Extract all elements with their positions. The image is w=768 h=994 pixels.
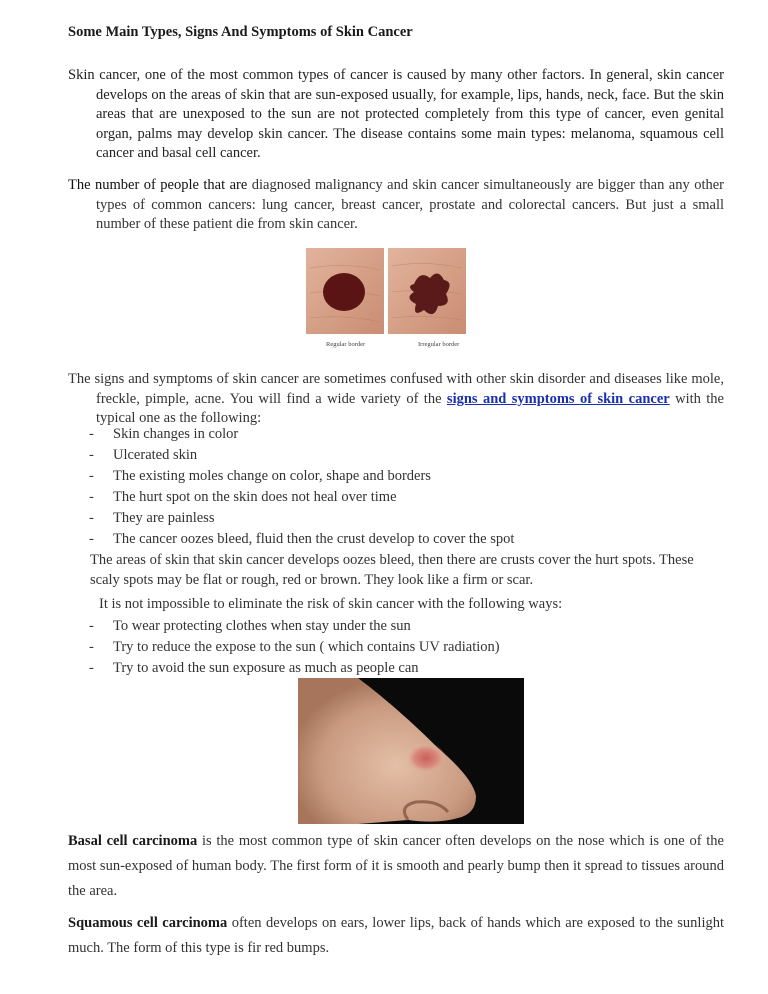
statistics-paragraph bbox=[68, 176, 724, 235]
statistics-lead: The number of people that are bbox=[68, 177, 248, 193]
signs-text-pre: The signs and symptoms of skin cancer are sometimes confused with other skin disorder and diseases like mole, freckle, pimple, acne. You will find a wide variety of the bbox=[68, 371, 724, 407]
symptoms-list bbox=[68, 424, 724, 550]
list-item: - To wear protecting clothes when stay under the sun bbox=[89, 618, 411, 634]
list-item: - The existing moles change on color, shape and borders bbox=[89, 468, 431, 484]
signs-and-symptoms-link[interactable]: signs and symptoms of skin cancer bbox=[446, 390, 670, 407]
lesion-spot bbox=[406, 743, 446, 773]
mole-border-figure bbox=[306, 248, 466, 350]
prevention-intro: It is not impossible to eliminate the risk of skin cancer with the following ways: bbox=[99, 596, 563, 612]
basal-cell-text: is the most common type of skin cancer often develops on the nose which is one of the most sun-exposed of human body. The first form of it is smooth and pearly bump then it spread to tissues around the area. bbox=[68, 833, 724, 899]
signs-paragraph bbox=[68, 370, 724, 429]
squamous-cell-term: Squamous cell carcinoma bbox=[68, 915, 228, 931]
basal-cell-term: Basal cell carcinoma bbox=[68, 833, 198, 849]
signs-text-post: with the typical one as the following: bbox=[96, 390, 724, 426]
page-title: Some Main Types, Signs And Symptoms of Skin Cancer bbox=[68, 24, 413, 40]
list-item: - Try to reduce the expose to the sun ( which contains UV radiation) bbox=[89, 639, 500, 655]
prevention-list bbox=[68, 616, 724, 679]
irregular-border-caption: Irregular border bbox=[418, 341, 460, 348]
list-item: - The cancer oozes bleed, fluid then the crust develop to cover the spot bbox=[89, 531, 515, 547]
basal-cell-paragraph bbox=[68, 829, 724, 904]
regular-mole bbox=[323, 273, 365, 311]
squamous-cell-text: often develops on ears, lower lips, back of hands which are exposed to the sunlight much. The form of this type is fir red bumps. bbox=[68, 915, 724, 956]
list-item: - They are painless bbox=[89, 510, 215, 526]
statistics-rest: diagnosed malignancy and skin cancer simultaneously are bigger than any other types of common cancers: lung cancer, breast cancer, prostate and colorectal cancers. But just a small number of these patient die from skin cancer. bbox=[96, 177, 724, 232]
list-item: - Skin changes in color bbox=[89, 426, 239, 442]
list-item: - The hurt spot on the skin does not heal over time bbox=[89, 489, 397, 505]
intro-paragraph: Skin cancer, one of the most common types of cancer is caused by many other factors. In general, skin cancer develops on the areas of skin that are sun-exposed usually, for example, lips, hands, neck, face. But the skin areas that are unexposed to the sun are not protected completely from this type of cancer, even genital organ, palms may develop skin cancer. The disease contains some main types: melanoma, squamous cell cancer and basal cell cancer. bbox=[68, 67, 724, 161]
nose-lesion-photo bbox=[298, 678, 524, 824]
squamous-cell-paragraph bbox=[68, 911, 724, 961]
regular-border-caption: Regular border bbox=[326, 341, 366, 348]
mole-border-illustration bbox=[306, 248, 466, 350]
basal-cell-carcinoma-image bbox=[298, 678, 524, 824]
list-item: - Ulcerated skin bbox=[89, 447, 198, 463]
crust-paragraph: The areas of skin that skin cancer develops oozes bleed, then there are crusts cover the hurt spots. These scaly spots may be flat or rough, red or brown. They look like a firm or scar. bbox=[90, 552, 694, 588]
list-item: - Try to avoid the sun exposure as much as people can bbox=[89, 660, 419, 676]
